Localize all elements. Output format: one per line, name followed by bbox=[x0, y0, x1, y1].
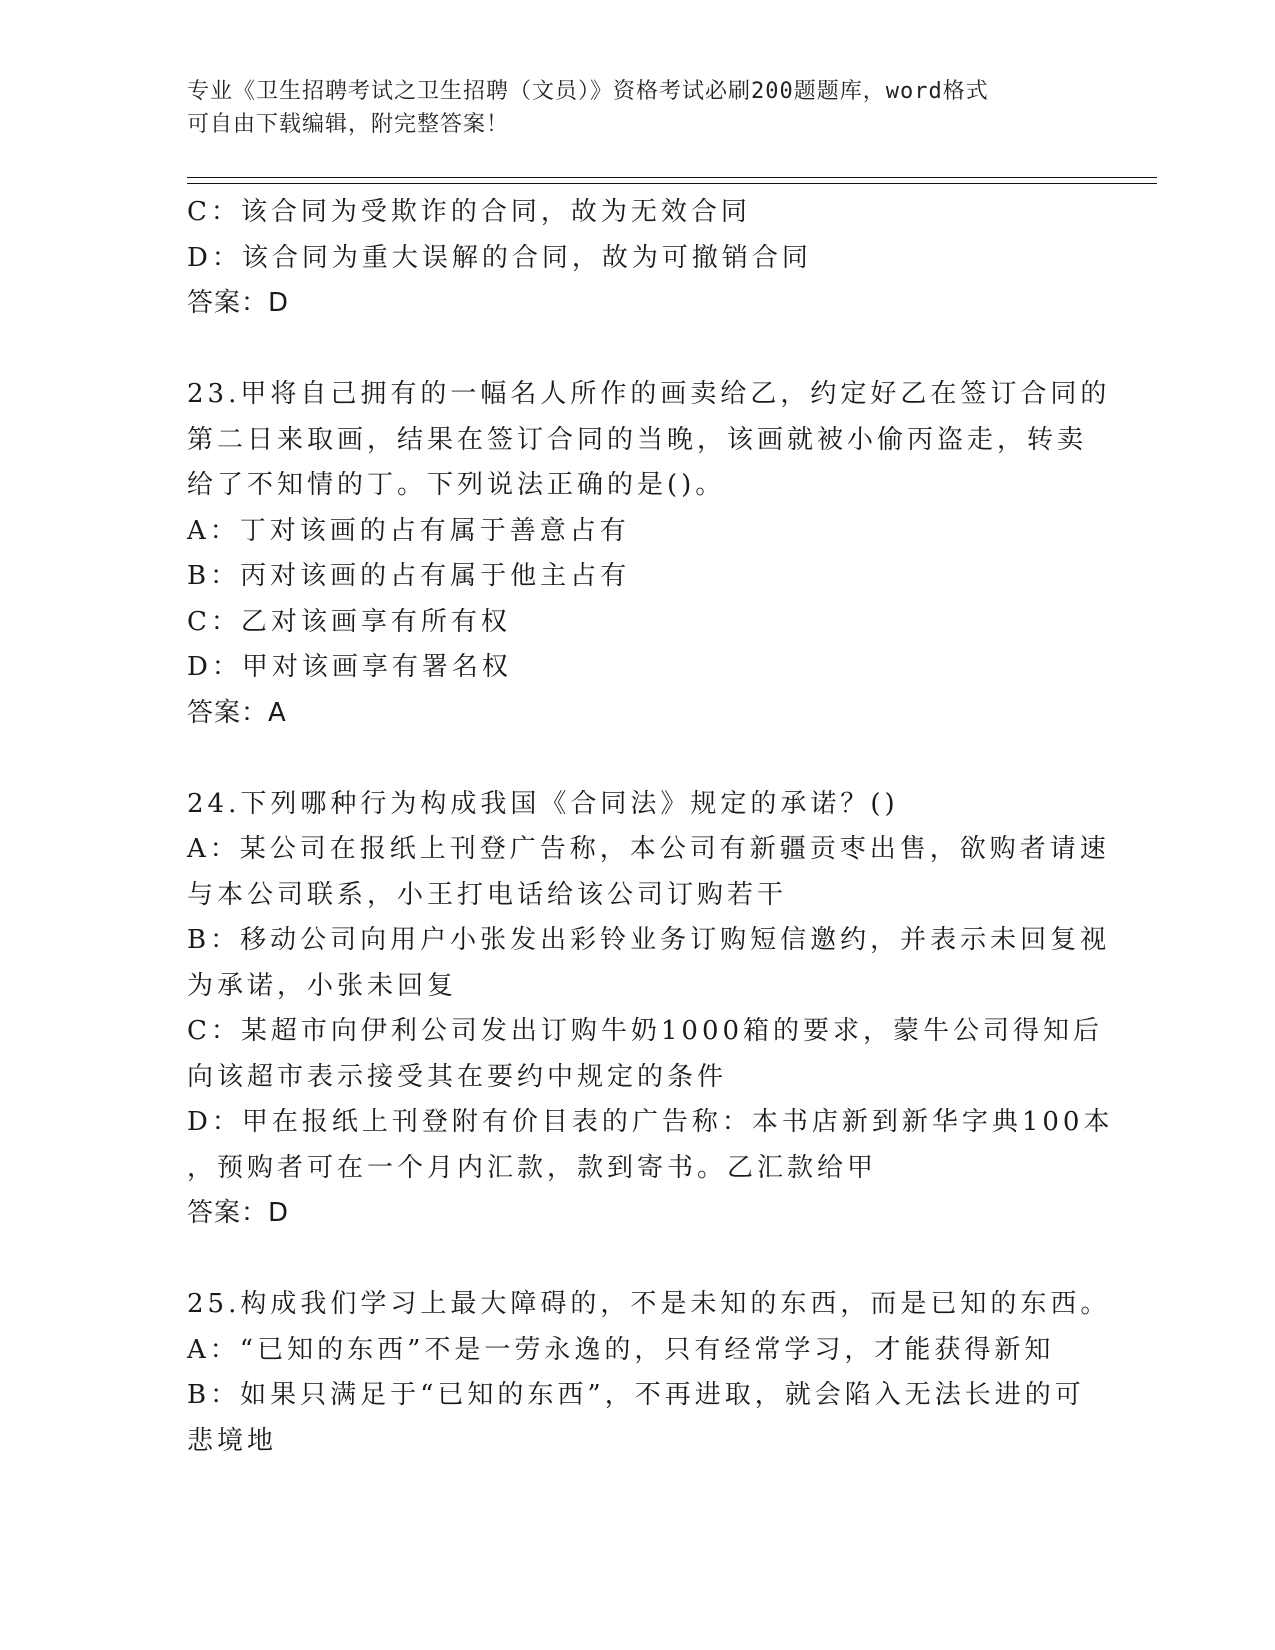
q24-option-b-line-2: 为承诺，小张未回复 bbox=[187, 970, 458, 1001]
q23-option-b: B：丙对该画的占有属于他主占有 bbox=[187, 561, 631, 591]
q24-option-a-line-1: A：某公司在报纸上刊登广告称，本公司有新疆贡枣出售，欲购者请速 bbox=[187, 834, 1110, 864]
q25-option-b-line-2: 悲境地 bbox=[187, 1425, 278, 1456]
q23-stem-line-2: 第二日来取画，结果在签订合同的当晚，该画就被小偷丙盗走，转卖 bbox=[187, 424, 1088, 455]
q23-option-a: A：丁对该画的占有属于善意占有 bbox=[187, 515, 630, 546]
header-divider-top bbox=[187, 177, 1157, 178]
q24-stem: 24.下列哪种行为构成我国《合同法》规定的承诺？() bbox=[187, 788, 899, 819]
document-header bbox=[187, 75, 1087, 141]
q24-option-d-line-2: ，预购者可在一个月内汇款，款到寄书。乙汇款给甲 bbox=[187, 1152, 878, 1183]
q24-option-c-line-2: 向该超市表示接受其在要约中规定的条件 bbox=[187, 1061, 728, 1092]
header-divider-bottom bbox=[187, 183, 1157, 184]
question-content bbox=[187, 190, 1114, 1464]
q23-stem-line-3: 给了不知情的丁。下列说法正确的是()。 bbox=[187, 470, 726, 500]
header-line-1: 专业《卫生招聘考试之卫生招聘（文员）》资格考试必刷200题题库，word格式 bbox=[187, 79, 989, 104]
q25-option-a: A：“已知的东西”不是一劳永逸的，只有经常学习，才能获得新知 bbox=[187, 1334, 1055, 1365]
q24-option-b-line-1: B：移动公司向用户小张发出彩铃业务订购短信邀约，并表示未回复视 bbox=[187, 925, 1111, 955]
q25-option-b-line-1: B：如果只满足于“已知的东西”，不再进取，就会陷入无法长进的可 bbox=[187, 1380, 1085, 1410]
q22-option-d: D：该合同为重大误解的合同，故为可撤销合同 bbox=[187, 242, 812, 273]
q25-stem: 25.构成我们学习上最大障碍的，不是未知的东西，而是已知的东西。 bbox=[187, 1289, 1111, 1319]
q22-option-c: C：该合同为受欺诈的合同，故为无效合同 bbox=[187, 197, 751, 227]
q24-option-d-line-1: D：甲在报纸上刊登附有价目表的广告称：本书店新到新华字典100本 bbox=[187, 1107, 1114, 1137]
q24-option-c-line-1: C：某超市向伊利公司发出订购牛奶1000箱的要求，蒙牛公司得知后 bbox=[187, 1016, 1104, 1046]
q24-option-a-line-2: 与本公司联系，小王打电话给该公司订购若干 bbox=[187, 879, 788, 910]
spacer bbox=[187, 1237, 1087, 1283]
q23-answer: 答案：A bbox=[187, 697, 287, 728]
q22-answer: 答案：D bbox=[187, 288, 290, 318]
q23-option-c: C：乙对该画享有所有权 bbox=[187, 606, 511, 637]
spacer bbox=[187, 736, 1087, 782]
header-line-2: 可自由下载编辑，附完整答案！ bbox=[187, 112, 510, 137]
q23-option-d: D：甲对该画享有署名权 bbox=[187, 652, 512, 682]
q24-answer: 答案：D bbox=[187, 1198, 290, 1228]
q23-stem-line-1: 23.甲将自己拥有的一幅名人所作的画卖给乙，约定好乙在签订合同的 bbox=[187, 379, 1111, 409]
spacer bbox=[187, 327, 1087, 373]
